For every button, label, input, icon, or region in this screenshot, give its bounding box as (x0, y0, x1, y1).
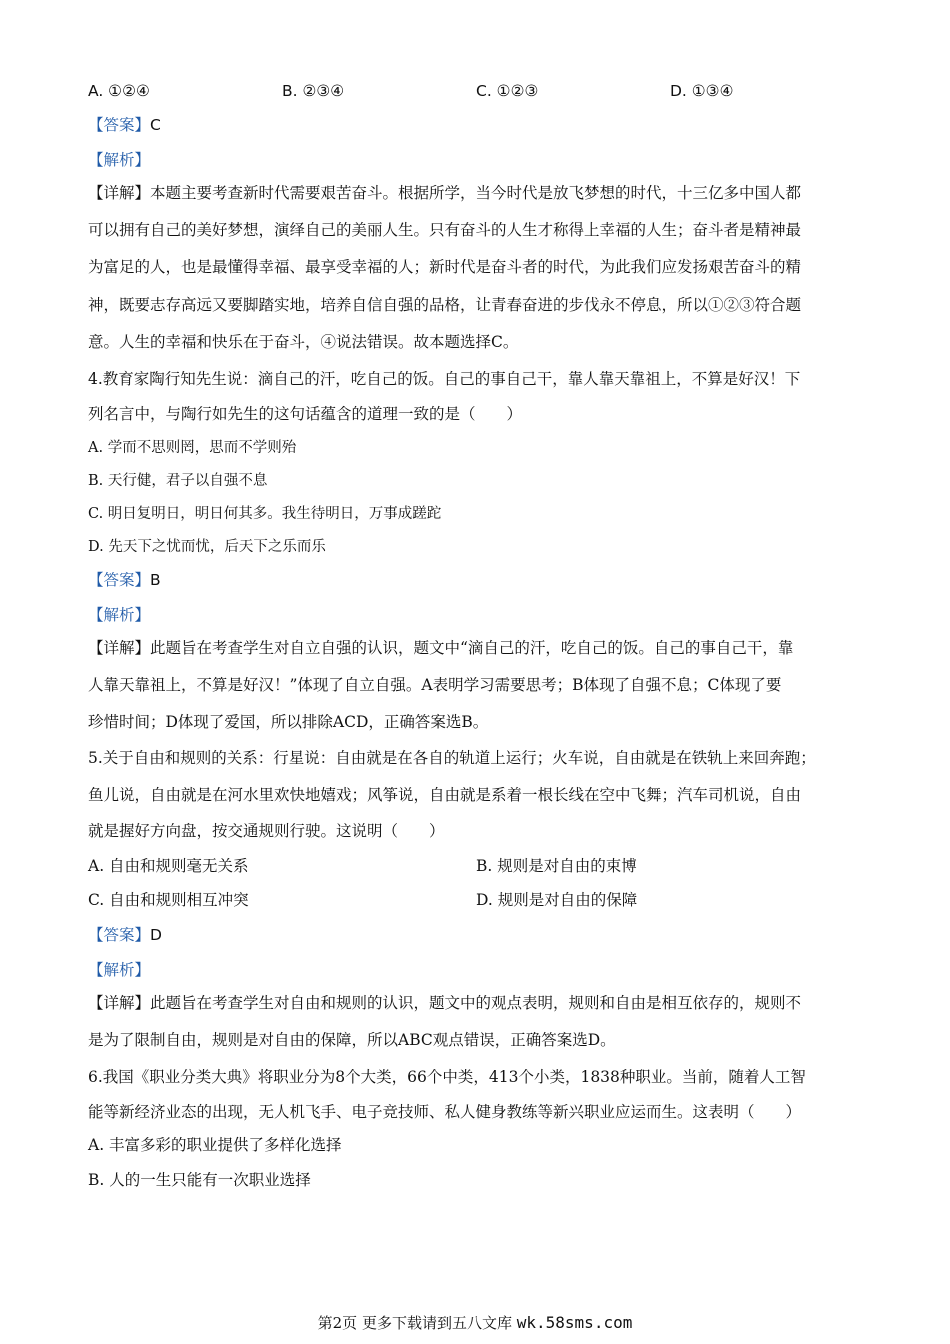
q4-option-c: C. 明日复明日，明日何其多。我生待明日，万事成蹉跎 (88, 506, 442, 522)
q5-option-a: A. 自由和规则毫无关系 (88, 857, 249, 875)
answer-tag: 【答案】 (88, 116, 151, 134)
q3-option-c: C. ①②③ (476, 82, 539, 100)
q3-detail-line: 可以拥有自己的美好梦想，演绎自己的美丽人生。只有奋斗的人生才称得上幸福的人生；奋斗者是精神最 (88, 221, 802, 239)
answer-tag: 【答案】 (88, 926, 151, 944)
q3-detail-line: 【详解】本题主要考查新时代需要艰苦奋斗。根据所学，当今时代是放飞梦想的时代，十三亿多中国人都 (88, 184, 802, 202)
q4-option-b: B. 天行健，君子以自强不息 (88, 473, 268, 489)
q3-answer (88, 114, 161, 136)
q5-option-c: C. 自由和规则相互冲突 (88, 891, 249, 909)
q5-detail-line: 【详解】此题旨在考查学生对自由和规则的认识，题文中的观点表明，规则和自由是相互依存的，规则不 (88, 994, 802, 1012)
q4-option-a: A. 学而不思则罔，思而不学则殆 (88, 440, 297, 456)
q4-analysis-tag: 【解析】 (88, 606, 151, 624)
answer-value: B (150, 571, 161, 589)
footer-site-link[interactable]: wk.58sms.com (516, 1313, 633, 1332)
q4-detail-line: 【详解】此题旨在考查学生对自立自强的认识，题文中“滴自己的汗，吃自己的饭。自己的事自己干，靠 (88, 639, 794, 657)
q5-detail-line: 是为了限制自由，规则是对自由的保障，所以ABC观点错误，正确答案选D。 (88, 1031, 616, 1049)
answer-value: C (150, 116, 161, 134)
q3-detail-line: 为富足的人，也是最懂得幸福、最享受幸福的人；新时代是奋斗者的时代，为此我们应发扬艰苦奋斗的精 (88, 258, 802, 276)
answer-tag: 【答案】 (88, 571, 151, 589)
q6-option-b: B. 人的一生只能有一次职业选择 (88, 1171, 311, 1189)
q4-detail-line: 珍惜时间；D体现了爱国，所以排除ACD，正确答案选B。 (88, 713, 489, 731)
q3-detail-line: 神，既要志存高远又要脚踏实地，培养自信自强的品格，让青春奋进的步伐永不停息，所以①②③符合题 (88, 296, 802, 314)
answer-value: D (150, 926, 162, 944)
q3-option-b: B. ②③④ (282, 82, 345, 100)
q5-stem-line: 鱼儿说，自由就是在河水里欢快地嬉戏；风筝说，自由就是系着一根长线在空中飞舞；汽车司机说，自由 (88, 786, 802, 804)
q3-analysis-tag: 【解析】 (88, 151, 151, 169)
q5-option-b: B. 规则是对自由的束博 (476, 857, 637, 875)
page-footer (0, 1312, 950, 1333)
q4-stem-line: 4.教育家陶行知先生说：滴自己的汗，吃自己的饭。自己的事自己干，靠人靠天靠祖上，不算是好汉！下 (88, 370, 801, 388)
q5-stem-line: 就是握好方向盘，按交通规则行驶。这说明（ ） (88, 822, 445, 840)
q3-option-d: D. ①③④ (670, 82, 734, 100)
q3-option-a: A. ①②④ (88, 82, 150, 100)
q5-option-d: D. 规则是对自由的保障 (476, 891, 638, 909)
q4-detail-line: 人靠天靠祖上，不算是好汉！”体现了自立自强。A表明学习需要思考；B体现了自强不息；C体现了要 (88, 676, 782, 694)
q6-stem-line: 能等新经济业态的出现，无人机飞手、电子竞技师、私人健身教练等新兴职业应运而生。这表明（ ） (88, 1103, 802, 1121)
footer-page-text: 第2页 更多下载请到五八文库 (317, 1314, 512, 1332)
q5-stem-line: 5.关于自由和规则的关系：行星说：自由就是在各自的轨道上运行；火车说，自由就是在铁轨上来回奔跑； (88, 749, 816, 767)
q3-detail-line: 意。人生的幸福和快乐在于奋斗，④说法错误。故本题选择C。 (88, 333, 519, 351)
q5-analysis-tag: 【解析】 (88, 961, 151, 979)
q6-option-a: A. 丰富多彩的职业提供了多样化选择 (88, 1136, 342, 1154)
q5-answer (88, 924, 162, 946)
q4-answer (88, 569, 161, 591)
q6-stem-line: 6.我国《职业分类大典》将职业分为8个大类，66个中类，413个小类，1838种职业。当前，随着人工智 (88, 1068, 806, 1086)
q4-stem-line: 列名言中，与陶行如先生的这句话蕴含的道理一致的是（ ） (88, 405, 523, 423)
q4-option-d: D. 先天下之忧而忧，后天下之乐而乐 (88, 539, 326, 555)
